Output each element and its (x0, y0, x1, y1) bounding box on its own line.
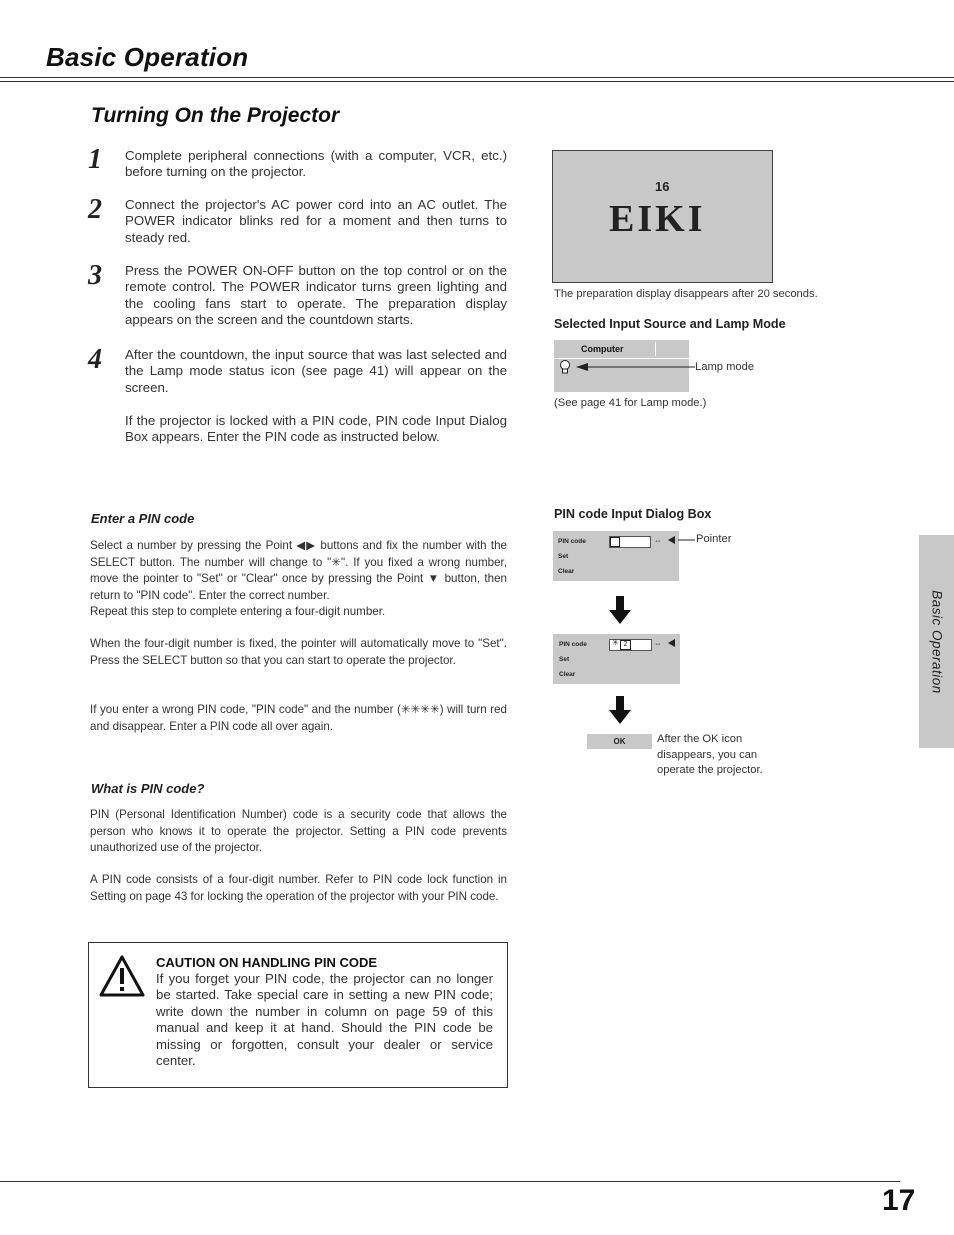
pin-dialog-step-2 (553, 633, 680, 684)
caution-text: If you forget your PIN code, the projector can no longer be started. Take special care in setting a new PIN code; write down the number in column on page 59 of this manual and keep it at hand. Should the PIN code be missing or forgotten, consult your dealer or service center. (156, 971, 493, 1069)
set-row-label: Set (559, 656, 570, 663)
preparation-display (552, 150, 773, 283)
input-source-label: Computer (581, 344, 624, 354)
what-is-pin-paragraph-1: PIN (Personal Identification Number) code is a security code that allows the person who knows it to operate the projector. Setting a PIN code prevents unauthorized use of the projector. (90, 808, 507, 854)
step-text-2: Connect the projector's AC power cord into an AC outlet. The POWER indicator blinks red for a moment and then turns to steady red. (125, 197, 507, 245)
pin-entry-digit: 2 (620, 640, 631, 650)
caution-heading: CAUTION ON HANDLING PIN CODE (156, 955, 377, 970)
footer-rule (0, 1181, 900, 1182)
enter-pin-paragraph-1: Select a number by pressing the Point ◀▶ buttons and fix the number with the SELECT button. The number will change to "✳". If you fixed a wrong number, move the pointer to "Set" or "Clear" once by pressing the Point ▼ button, then return to "PIN code". Enter the correct number. (90, 539, 507, 602)
lamp-pointer-arrow-icon (576, 361, 696, 373)
ok-note: After the OK icon disappears, you can operate the projector. (657, 733, 763, 776)
clear-row-label: Clear (558, 568, 575, 575)
step-text-4: After the countdown, the input source that was last selected and the Lamp mode status icon (see page 41) will appear on the screen. (125, 347, 507, 395)
left-right-arrow-icon: ⇔ (654, 639, 662, 648)
step-text-1: Complete peripheral connections (with a computer, VCR, etc.) before turning on the projector. (125, 148, 507, 180)
pin-code-row-label: PIN code (558, 538, 586, 545)
pin-entry-star: ✳ (612, 638, 619, 647)
step-number-3: 3 (88, 260, 102, 291)
input-source-heading: Selected Input Source and Lamp Mode (554, 317, 786, 331)
warning-icon (99, 955, 145, 997)
enter-pin-paragraph-1b: Repeat this step to complete entering a four-digit number. (90, 605, 386, 618)
header-rule (0, 77, 954, 78)
step-text-4-pin: If the projector is locked with a PIN code, PIN code Input Dialog Box appears. Enter the PIN code as instructed below. (125, 413, 507, 445)
left-right-arrow-icon: ⇔ (654, 536, 662, 545)
ok-icon: OK (587, 733, 652, 749)
pointer-arrow-icon (668, 638, 678, 648)
down-arrow-icon (609, 596, 631, 624)
step-text-3: Press the POWER ON-OFF button on the top control or on the remote control. The POWER indicator turns green lighting and the cooling fans start to operate. The preparation display appears on the screen and the countdown starts. (125, 263, 507, 328)
side-tab-label: Basic Operation (929, 589, 944, 694)
countdown-number: 16 (655, 179, 670, 194)
eiki-logo: EIKI (609, 198, 706, 240)
pin-cursor (610, 537, 620, 547)
pin-code-row-label: PIN code (559, 641, 587, 648)
what-is-pin-heading: What is PIN code? (91, 781, 205, 796)
down-arrow-icon (609, 696, 631, 724)
caution-box (88, 942, 508, 1088)
enter-pin-paragraph-2: When the four-digit number is fixed, the pointer will automatically move to "Set". Press the SELECT button so that you can start to operate the projector. (90, 637, 507, 667)
lamp-icon (558, 359, 572, 375)
enter-pin-paragraph-3: If you enter a wrong PIN code, "PIN code" and the number (✳✳✳✳) will turn red and disappear. Enter a PIN code all over again. (90, 703, 507, 733)
pointer-arrow-icon (668, 535, 696, 545)
what-is-pin-paragraph-2: A PIN code consists of a four-digit number. Refer to PIN code lock function in Setting on page 43 for locking the operation of the projector with your PIN code. (90, 873, 507, 903)
page-number: 17 (882, 1184, 916, 1217)
set-row-label: Set (558, 553, 569, 560)
header-rule-thin (0, 81, 954, 82)
step-number-4: 4 (88, 344, 102, 375)
page-header-title: Basic Operation (46, 42, 249, 72)
section-title: Turning On the Projector (91, 104, 340, 127)
clear-row-label: Clear (559, 671, 576, 678)
step-number-2: 2 (88, 194, 102, 225)
side-tab (919, 535, 954, 748)
pointer-label: Pointer (696, 533, 732, 545)
pin-dialog-step-1 (553, 530, 679, 581)
lamp-mode-label: Lamp mode (695, 361, 755, 373)
prep-caption: The preparation display disappears after 20 seconds. (554, 288, 818, 300)
step-number-1: 1 (88, 144, 102, 175)
enter-pin-heading: Enter a PIN code (91, 511, 195, 526)
lamp-mode-note: (See page 41 for Lamp mode.) (554, 397, 707, 409)
pin-dialog-heading: PIN code Input Dialog Box (554, 507, 712, 521)
